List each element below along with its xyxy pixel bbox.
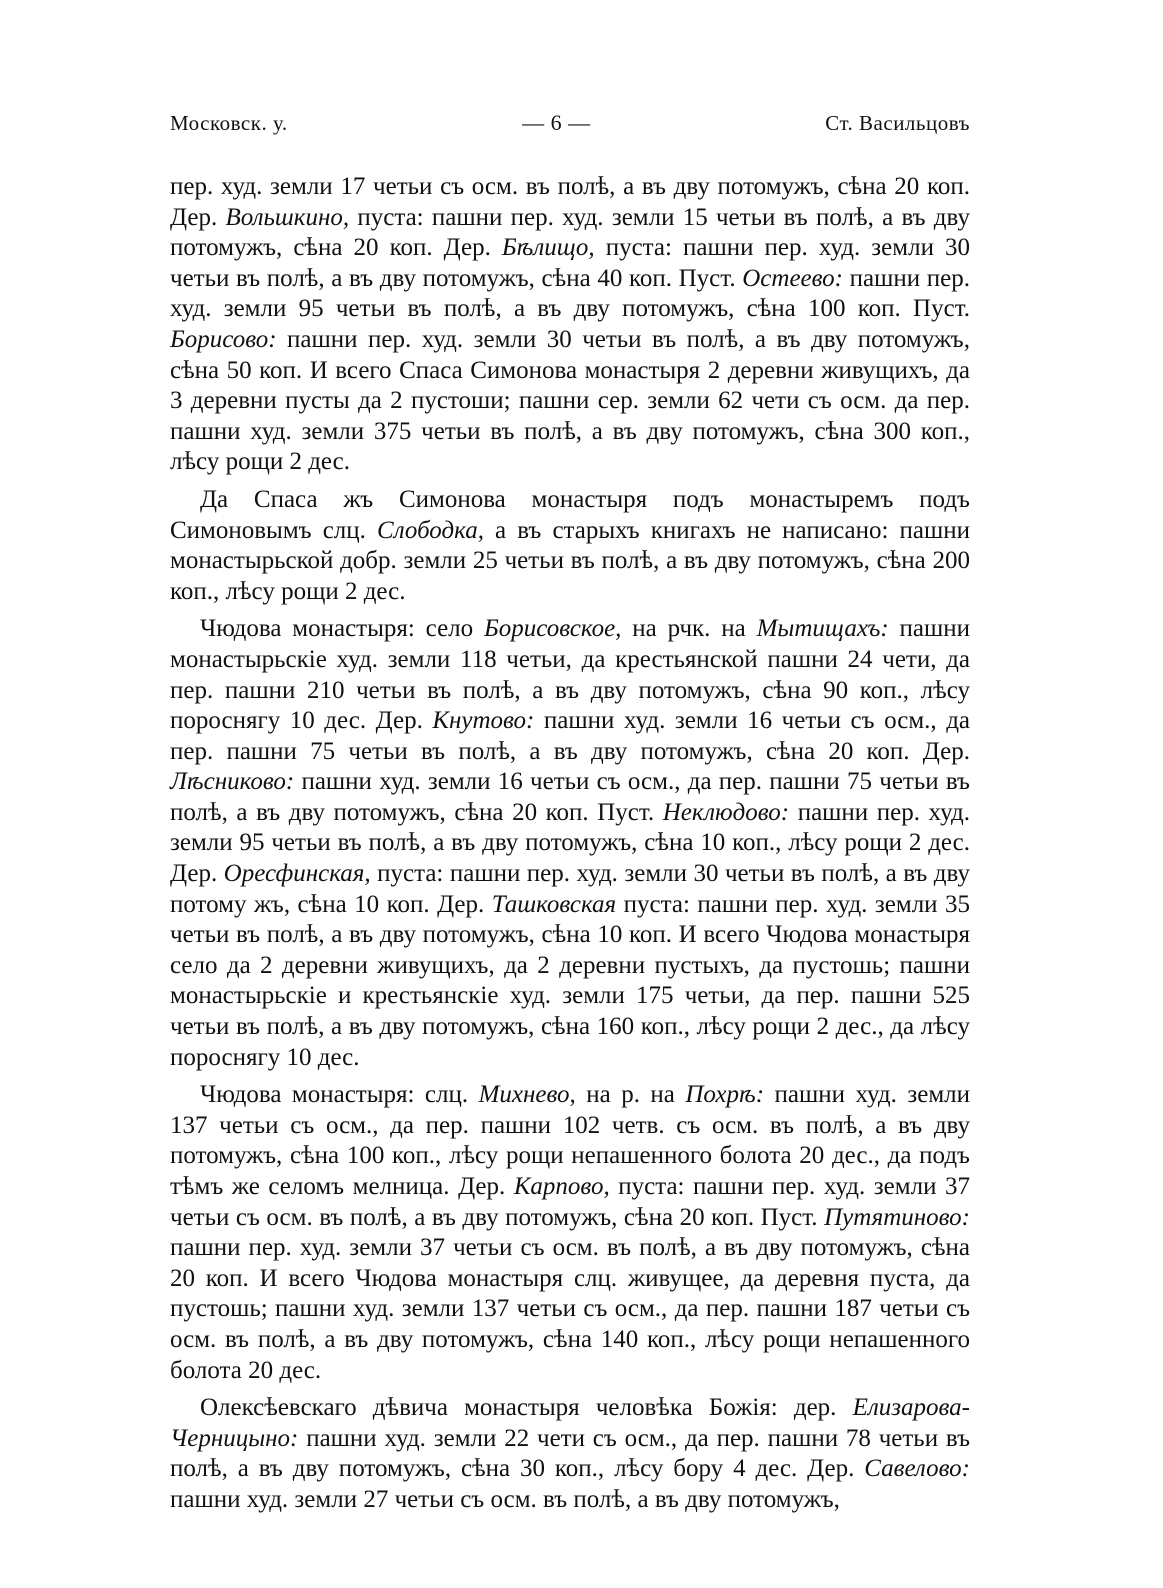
text-run: пашни худ. земли 137 четьи съ осм., да пер. пашни 102 четв. съ осм. въ полѣ, а въ дву потомужъ, сѣна 100 коп., лѣсу рощи непашенного болота 20 дес., да подъ тѣмъ же селомъ мелница. Дер.	[170, 1081, 970, 1200]
place-name: Елизарова-Черницыно:	[170, 1394, 970, 1452]
paragraph	[170, 1080, 970, 1386]
text-run: на рчк. на	[621, 615, 757, 643]
text-run: Да Спаса жъ Симонова монастыря подъ монастыремъ подъ Симоновымъ слц.	[170, 485, 970, 544]
text-run: пуста: пашни пер. худ. земли 30 четьи въ полѣ, а въ дву потомужъ, сѣна 40 коп. Пуст.	[170, 234, 971, 292]
header-author: Ст. Васильцовъ	[825, 111, 970, 135]
text-run: а въ старыхъ книгахъ не написано: пашни монастырьской добр. земли 25 четьи въ полѣ, а въ дву потомужъ, сѣна 200 коп., лѣсу рощи 2 дес.	[170, 516, 970, 605]
text-run: пуста: пашни пер. худ. земли 35 четьи въ полѣ, а въ дву потомужъ, сѣна 10 коп. И всего Чюдова монастыря село да 2 деревни живущихъ, да 2 деревни пустыхъ, да пустошь; пашни монастырьскіе и крестьянскіе худ. земли 175 четьи, да пер. пашни 525 четьи въ полѣ, а въ дву потомужъ, сѣна 160 коп., лѣсу рощи 2 дес., да лѣсу пороснягу 10 дес.	[170, 890, 971, 1071]
page-number: — 6 —	[522, 110, 591, 135]
header-county: Московск. у.	[170, 111, 288, 135]
text-run: Чюдова монастыря: слц.	[200, 1081, 479, 1109]
paragraph	[170, 1393, 970, 1515]
place-name: Борисово:	[170, 325, 277, 353]
text-run: пашни худ. земли 16 четьи съ осм., да пер. пашни 75 четьи въ полѣ, а въ дву потомужъ, сѣна 20 коп. Пуст.	[170, 768, 970, 826]
place-name: Бѣлищо,	[501, 234, 595, 262]
running-header	[170, 110, 970, 136]
text-run: пашни монастырьскіе худ. земли 118 четьи, да крестьянской пашни 24 чети, да пер. пашни 210 четьи въ полѣ, а въ дву потомужъ, сѣна 90 коп., лѣсу пороснягу 10 дес. Дер.	[170, 615, 971, 735]
text-run: пашни пер. худ. земли 30 четьи въ полѣ, а въ дву потомужъ, сѣна 50 коп. И всего Спаса Симонова монастыря 2 деревни живущихъ, да 3 деревни пусты да 2 пустоши; пашни сер. земли 62 чети съ осм. да пер. пашни худ. земли 375 четьи въ полѣ, а въ дву потомужъ, сѣна 300 коп., лѣсу рощи 2 дес.	[170, 325, 970, 476]
place-name: Кнутово:	[432, 707, 535, 735]
place-name: Лѣсниково:	[170, 768, 295, 796]
text-run: пуста: пашни пер. худ. земли 30 четьи въ полѣ, а въ дву потому жъ, сѣна 10 коп. Дер.	[170, 860, 970, 918]
place-name: Остеево:	[742, 264, 843, 292]
place-name: Слободка,	[377, 516, 484, 544]
place-name: Путятиново:	[824, 1203, 970, 1231]
text-run: пашни пер. худ. земли 95 четьи въ полѣ, а въ дву потомужъ, сѣна 100 коп. Пуст.	[170, 264, 970, 323]
text-run: Чюдова монастыря: село	[200, 615, 484, 643]
place-name: Борисовское,	[484, 615, 622, 643]
text-run: пашни худ. земли 22 чети съ осм., да пер. пашни 78 четьи въ полѣ, а въ дву потомужъ, сѣна 30 коп., лѣсу бору 4 дес. Дер.	[170, 1424, 970, 1483]
text-run: пашни пер. худ. земли 37 четьи съ осм. въ полѣ, а въ дву потомужъ, сѣна 20 коп. И всего Чюдова монастыря слц. живущее, да деревня пуста, да пустошь; пашни худ. земли 137 четьи съ осм., да пер. пашни 187 четьи съ осм. въ полѣ, а въ дву потомужъ, сѣна 140 коп., лѣсу рощи непашенного болота 20 дес.	[170, 1234, 970, 1384]
text-run: пер. худ. земли 17 четьи съ осм. въ полѣ, а въ дву потомужъ, сѣна 20 коп. Дер.	[170, 173, 970, 231]
place-name: Карпово,	[513, 1173, 610, 1200]
place-name: Мытищахъ:	[756, 615, 889, 643]
place-name: Савелово:	[864, 1455, 970, 1483]
paragraph	[170, 172, 970, 478]
text-run: пашни худ. земли 16 четьи съ осм., да пер. пашни 75 четьи въ полѣ, а въ дву потомужъ, сѣна 20 коп. Дер.	[170, 707, 971, 765]
text-run: пашни пер. худ. земли 95 четьи въ полѣ, а въ дву потомужъ, сѣна 10 коп., лѣсу рощи 2 дес. Дер.	[170, 798, 970, 888]
text-run: пуста: пашни пер. худ. земли 37 четьи съ осм. въ полѣ, а въ дву потомужъ, сѣна 20 коп. Пуст.	[170, 1173, 970, 1231]
text-run: Олексѣевскаго дѣвича монастыря человѣка Божія: дер.	[200, 1394, 853, 1422]
place-name: Оресфинская,	[223, 860, 371, 888]
place-name: Похрѣ:	[685, 1081, 765, 1109]
place-name: Ташковская	[491, 890, 617, 918]
text-run: на р. на	[575, 1081, 686, 1109]
body-text	[170, 172, 970, 1516]
paragraph	[170, 485, 970, 607]
place-name: Вольшкино,	[225, 203, 350, 231]
place-name: Михнево,	[478, 1081, 576, 1109]
paragraph	[170, 614, 970, 1073]
place-name: Неклюдово:	[662, 798, 790, 826]
text-run: пашни худ. земли 27 четьи съ осм. въ полѣ, а въ дву потомужъ,	[170, 1485, 840, 1513]
document-page	[170, 110, 970, 1523]
text-run: пуста: пашни пер. худ. земли 15 четьи въ полѣ, а въ дву потомужъ, сѣна 20 коп. Дер.	[170, 203, 970, 262]
